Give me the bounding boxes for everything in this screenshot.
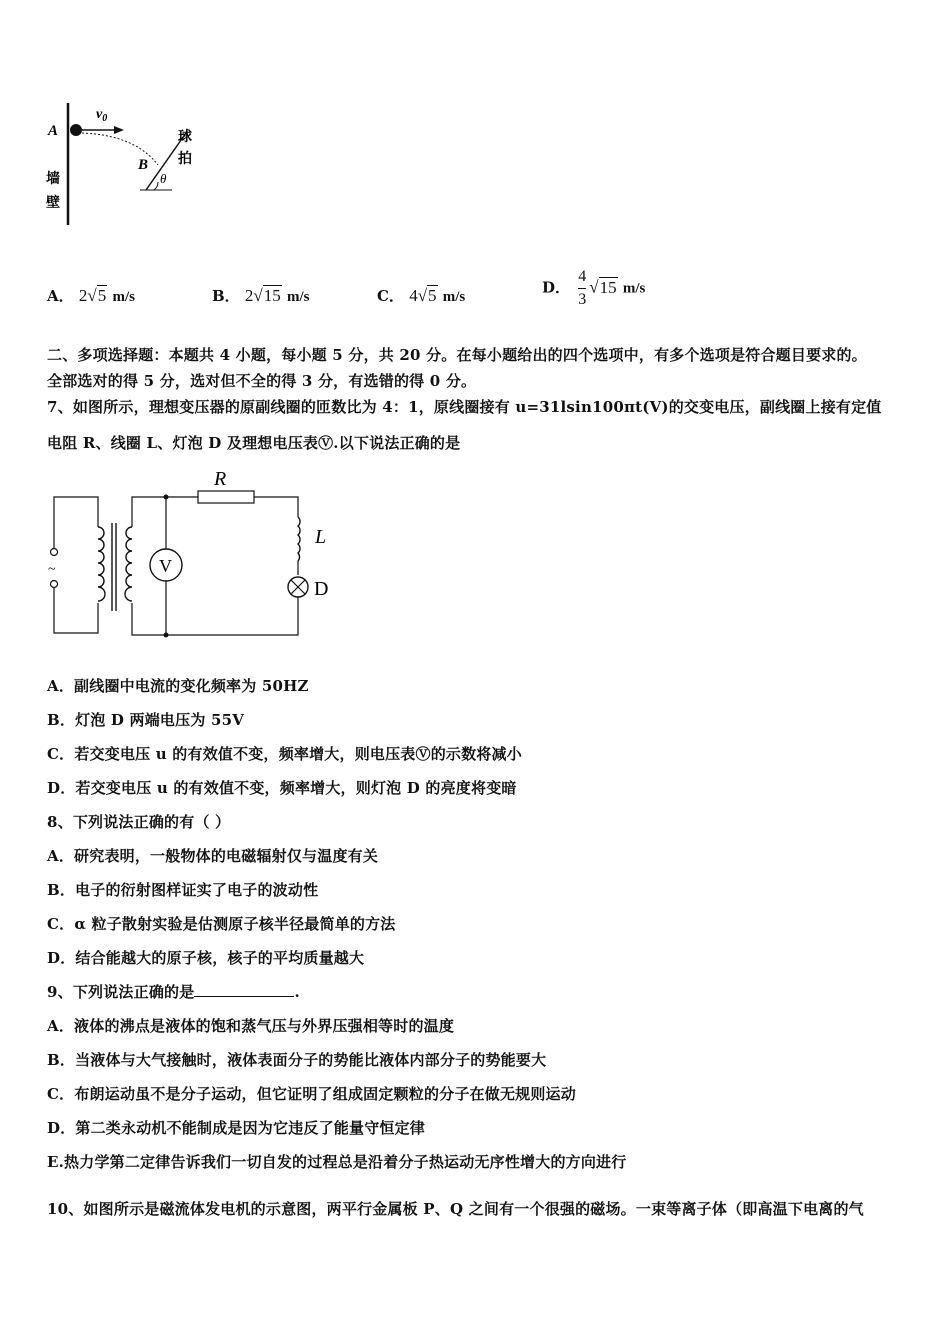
q8-option-a[interactable]: A．研究表明，一般物体的电磁辐射仅与温度有关 [47,847,379,865]
label-racket-1: 球 [178,130,192,145]
voltmeter-label: V [159,556,172,576]
label-a: A [48,123,59,139]
q7-option-a[interactable]: A．副线圈中电流的变化频率为 50HZ [47,677,309,695]
answer-blank[interactable] [194,982,294,997]
label-v0: $v_0$ [96,107,108,124]
label-d: D [314,578,329,600]
terminal-top [51,549,58,556]
q9-option-b[interactable]: B．当液体与大气接触时，液体表面分子的势能比液体内部分子的势能要大 [47,1051,547,1069]
secondary-wire-bottom [132,595,298,635]
label-racket-2: 拍 [178,152,192,167]
primary-coil [98,527,105,601]
inductor-l [298,517,300,561]
label-l: L [315,526,327,548]
secondary-coil [125,527,132,601]
label-theta: θ [160,171,167,186]
fraction: $\frac{4}{3}$ [578,268,587,308]
q6-option-d[interactable]: D． $\frac{4}{3}$ √15 m/s [542,266,645,311]
q9-option-d[interactable]: D．第二类永动机不能制成是因为它违反了能量守恒定律 [47,1119,426,1137]
label-b: B [138,157,149,173]
q8-stem: 8、下列说法正确的有（ ） [47,813,231,831]
label-wall-2: 壁 [46,196,60,211]
q6-option-c[interactable]: C． 4√5 m/s [377,286,466,305]
q9-option-c[interactable]: C．布朗运动虽不是分子运动，但它证明了组成固定颗粒的分子在做无规则运动 [47,1085,576,1103]
q9-option-e[interactable]: E.热力学第二定律告诉我们一切自发的过程总是沿着分子热运动无序性增大的方向进行 [47,1153,627,1171]
terminal-bottom [51,581,58,588]
q7-option-c[interactable]: C．若交变电压 u 的有效值不变，频率增大，则电压表Ⓥ的示数将减小 [47,745,522,763]
section-header-line2: 全部选对的得 5 分，选对但不全的得 3 分，有选错的得 0 分。 [47,372,477,390]
q8-option-d[interactable]: D．结合能越大的原子核，核子的平均质量越大 [47,949,365,967]
primary-wire-bottom [54,588,98,633]
resistor-r [198,491,254,503]
projectile-figure [40,95,210,235]
q7-stem-line1: 7、如图所示，理想变压器的原副线圈的匝数比为 4：1，原线圈接有 u=31lsin100πt(V)的交变电压，副线圈上接有定值 [47,398,882,416]
q9-stem: 9、下列说法正确的是 . [47,983,300,1001]
ball [70,124,82,136]
q7-option-b[interactable]: B．灯泡 D 两端电压为 55V [47,711,245,729]
q7-stem-line2: 电阻 R、线圈 L、灯泡 D 及理想电压表Ⓥ.以下说法正确的是 [47,434,461,452]
label-r: R [214,468,227,490]
velocity-arrowhead [114,126,124,134]
label-wall-1: 墙 [46,172,60,187]
q6-option-b[interactable]: B． 2√15 m/s [212,286,310,305]
secondary-wire-top [132,497,198,527]
q9-option-a[interactable]: A．液体的沸点是液体的饱和蒸气压与外界压强相等时的温度 [47,1017,455,1035]
q8-option-b[interactable]: B．电子的衍射图样证实了电子的波动性 [47,881,319,899]
primary-wire-top [54,497,98,548]
wire-to-inductor [254,497,298,517]
q7-option-d[interactable]: D．若交变电压 u 的有效值不变，频率增大，则灯泡 D 的亮度将变暗 [47,779,517,797]
ac-source-symbol: ~ [48,562,56,577]
q10-stem: 10、如图所示是磁流体发电机的示意图，两平行金属板 P、Q 之间有一个很强的磁场。一束等离子体（即高温下电离的气 [47,1200,864,1218]
q6-option-a[interactable]: A． 2√5 m/s [47,286,135,305]
theta-arc [154,182,158,190]
section-header-line1: 二、多项选择题：本题共 4 小题，每小题 5 分，共 20 分。在每小题给出的四个选项中，有多个选项是符合题目要求的。 [47,346,867,364]
transformer-circuit [40,465,360,645]
q8-option-c[interactable]: C．α 粒子散射实验是估测原子核半径最简单的方法 [47,915,396,933]
